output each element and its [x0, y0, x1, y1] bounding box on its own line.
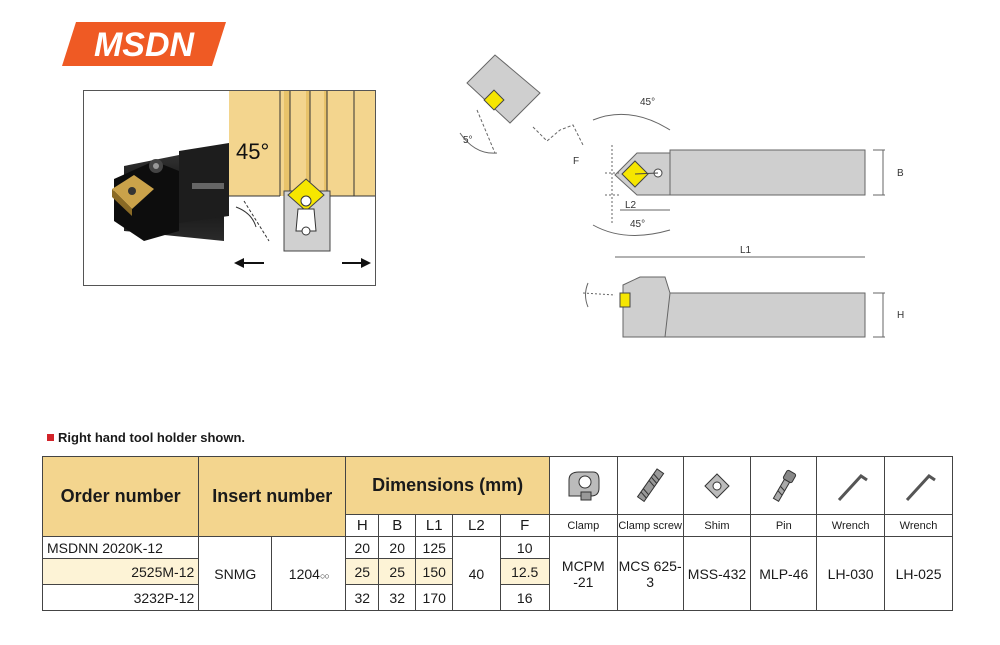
drawing-H: H: [897, 310, 905, 321]
clamp-screw-icon: [617, 457, 683, 515]
wrench-icon: [817, 457, 885, 515]
product-photo-panel: [83, 90, 376, 286]
cell-B: 32: [379, 585, 416, 611]
cell-L1: 150: [416, 559, 453, 585]
angle-label: 45°: [236, 139, 270, 164]
logo-text: MSDN: [93, 26, 195, 64]
cell-F: 10: [500, 537, 549, 559]
header-wrench-1: Wrench: [817, 515, 885, 537]
drawing-F: F: [573, 156, 580, 167]
cell-shim: MSS-432: [683, 537, 751, 611]
order-number-cell: 2525M-12: [43, 559, 199, 585]
drawing-L1: L1: [740, 245, 752, 256]
cell-H: 20: [346, 537, 379, 559]
note-text: Right hand tool holder shown.: [58, 430, 246, 445]
insert-size-cell: [272, 537, 346, 611]
order-number-cell: MSDNN 2020K-12: [43, 537, 199, 559]
wrench-icon: [885, 457, 953, 515]
note-right-hand: [47, 430, 245, 445]
insert-type-cell: SNMG: [199, 537, 272, 611]
header-H: H: [346, 515, 379, 537]
header-clamp-screw: Clamp screw: [617, 515, 683, 537]
cell-H: 25: [346, 559, 379, 585]
cell-wrench-1: LH-030: [817, 537, 885, 611]
header-insert-number: Insert number: [199, 457, 346, 537]
cell-H: 32: [346, 585, 379, 611]
cell-L1: 125: [416, 537, 453, 559]
cell-wrench-2: LH-025: [885, 537, 953, 611]
header-wrench-2: Wrench: [885, 515, 953, 537]
cell-L2: 40: [453, 537, 500, 611]
cell-clamp: MCPM -21: [549, 537, 617, 611]
insert-size-placeholder: ○○: [319, 570, 329, 581]
insert-size-text: 1204: [288, 565, 320, 582]
header-pin: Pin: [751, 515, 817, 537]
drawing-45deg-top: 45°: [640, 97, 656, 108]
shim-icon: [683, 457, 751, 515]
drawing-45deg-bottom: 45°: [630, 219, 646, 230]
header-B: B: [379, 515, 416, 537]
header-F: F: [500, 515, 549, 537]
bullet-square: [47, 434, 54, 441]
pin-icon: [751, 457, 817, 515]
brand-logo: [62, 20, 226, 68]
header-clamp: Clamp: [549, 515, 617, 537]
drawing-B: B: [897, 168, 904, 179]
technical-drawing: [455, 45, 930, 345]
header-dimensions: Dimensions (mm): [346, 457, 550, 515]
header-L2: L2: [453, 515, 500, 537]
cell-pin: MLP-46: [751, 537, 817, 611]
tool-holder-photo: [84, 91, 376, 286]
drawing-L2: L2: [625, 200, 637, 211]
cell-F: 12.5: [500, 559, 549, 585]
table-row: [43, 537, 953, 559]
cell-clamp-screw: MCS 625-3: [617, 537, 683, 611]
drawing-5deg: 5°: [463, 135, 473, 146]
cell-B: 20: [379, 537, 416, 559]
spec-table: [42, 456, 953, 611]
header-order-number: Order number: [43, 457, 199, 537]
order-number-cell: 3232P-12: [43, 585, 199, 611]
cell-B: 25: [379, 559, 416, 585]
cell-L1: 170: [416, 585, 453, 611]
cell-F: 16: [500, 585, 549, 611]
header-L1: L1: [416, 515, 453, 537]
header-shim: Shim: [683, 515, 751, 537]
clamp-icon: [549, 457, 617, 515]
